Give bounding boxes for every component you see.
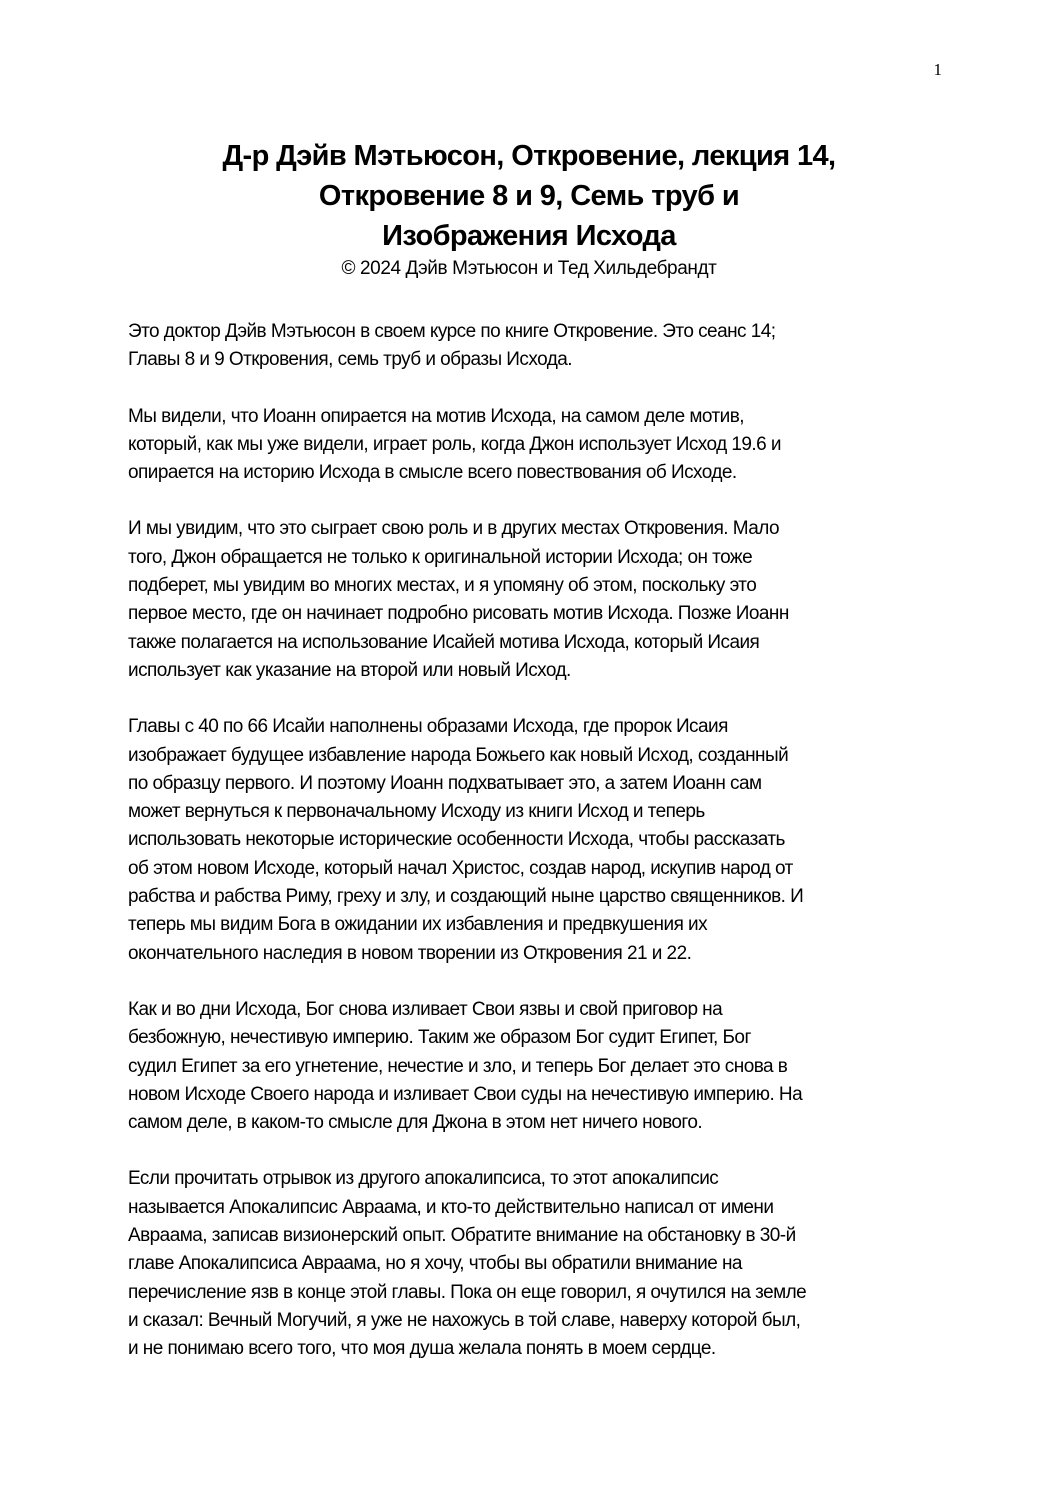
document-title-line: Откровение 8 и 9, Семь труб и	[318, 180, 740, 212]
text-line: первое место, где он начинает подробно рисовать мотив Исхода. Позже Иоанн	[128, 603, 789, 625]
paragraph	[128, 996, 948, 1137]
copyright-notice: © 2024 Дэйв Мэтьюсон и Тед Хильдебрандт	[341, 258, 717, 279]
text-line: и не понимаю всего того, что моя душа желала понять в моем сердце.	[128, 1338, 716, 1360]
text-line: по образцу первого. И поэтому Иоанн подхватывает это, а затем Иоанн сам	[128, 772, 762, 794]
text-line: Это доктор Дэйв Мэтьюсон в своем курсе по книге Откровение. Это сеанс 14;	[128, 321, 776, 342]
text-line: об этом новом Исходе, который начал Христос, создав народ, искупив народ от	[128, 857, 793, 879]
text-line: Главы 8 и 9 Откровения, семь труб и образы Исхода.	[128, 349, 572, 371]
paragraph	[128, 403, 948, 488]
text-line: и сказал: Вечный Могучий, я уже не нахожусь в той славе, наверху которой был,	[128, 1309, 801, 1331]
text-line: безбожную, нечестивую империю. Таким же образом Бог судит Египет, Бог	[128, 1027, 751, 1049]
text-line: теперь мы видим Бога в ожидании их избавления и предвкушения их	[128, 914, 708, 936]
text-line: может вернуться к первоначальному Исходу из книги Исход и теперь	[128, 801, 705, 823]
paragraph	[128, 318, 948, 375]
text-line: также полагается на использование Исайей мотива Исхода, который Исаия	[128, 631, 760, 653]
text-line: перечисление язв в конце этой главы. Пока он еще говорил, я очутился на земле	[128, 1281, 807, 1303]
text-line: новом Исходе Своего народа и изливает Свои суды на нечестивую империю. На	[128, 1083, 803, 1105]
text-line: опирается на историю Исхода в смысле всего повествования об Исходе.	[128, 462, 737, 484]
text-line: Как и во дни Исхода, Бог снова изливает Свои язвы и свой приговор на	[128, 998, 723, 1020]
text-line: главе Апокалипсиса Авраама, но я хочу, чтобы вы обратили внимание на	[128, 1253, 742, 1275]
paragraph	[128, 515, 948, 685]
text-line: того, Джон обращается не только к оригинальной истории Исхода; он тоже	[128, 546, 753, 568]
text-line: Главы с 40 по 66 Исайи наполнены образами Исхода, где пророк Исаия	[128, 716, 728, 738]
text-line: Мы видели, что Иоанн опирается на мотив Исхода, на самом деле мотив,	[128, 405, 745, 427]
text-line: использует как указание на второй или новый Исход.	[128, 659, 571, 681]
text-line: рабства и рабства Риму, греху и злу, и создающий ныне царство священников. И	[128, 886, 804, 908]
text-line: И мы увидим, что это сыграет свою роль и в других местах Откровения. Мало	[128, 518, 780, 540]
paragraph	[128, 1165, 948, 1363]
text-line: который, как мы уже видели, играет роль, когда Джон использует Исход 19.6 и	[128, 433, 781, 455]
text-line: подберет, мы увидим во многих местах, и я упомяну об этом, поскольку это	[128, 575, 757, 597]
text-line: называется Апокалипсис Авраама, и кто-то действительно написал от имени	[128, 1196, 774, 1218]
text-line: судил Египет за его угнетение, нечестие и зло, и теперь Бог делает это снова в	[128, 1055, 788, 1077]
paragraph	[128, 713, 948, 968]
document-body	[128, 318, 948, 1392]
title-block	[100, 136, 958, 283]
text-line: использовать некоторые исторические особенности Исхода, чтобы рассказать	[128, 829, 785, 851]
page-number: 1	[933, 60, 942, 79]
document-title-line: Изображения Исхода	[382, 220, 676, 252]
text-line: самом деле, в каком-то смысле для Джона в этом нет ничего нового.	[128, 1112, 703, 1134]
text-line: Авраама, записав визионерский опыт. Обратите внимание на обстановку в 30-й	[128, 1225, 796, 1247]
text-line: Если прочитать отрывок из другого апокалипсиса, то этот апокалипсис	[128, 1168, 719, 1190]
text-line: окончательного наследия в новом творении из Откровения 21 и 22.	[128, 942, 692, 964]
text-line: изображает будущее избавление народа Божьего как новый Исход, созданный	[128, 744, 789, 766]
document-title-line: Д-р Дэйв Мэтьюсон, Откровение, лекция 14,	[222, 140, 836, 172]
